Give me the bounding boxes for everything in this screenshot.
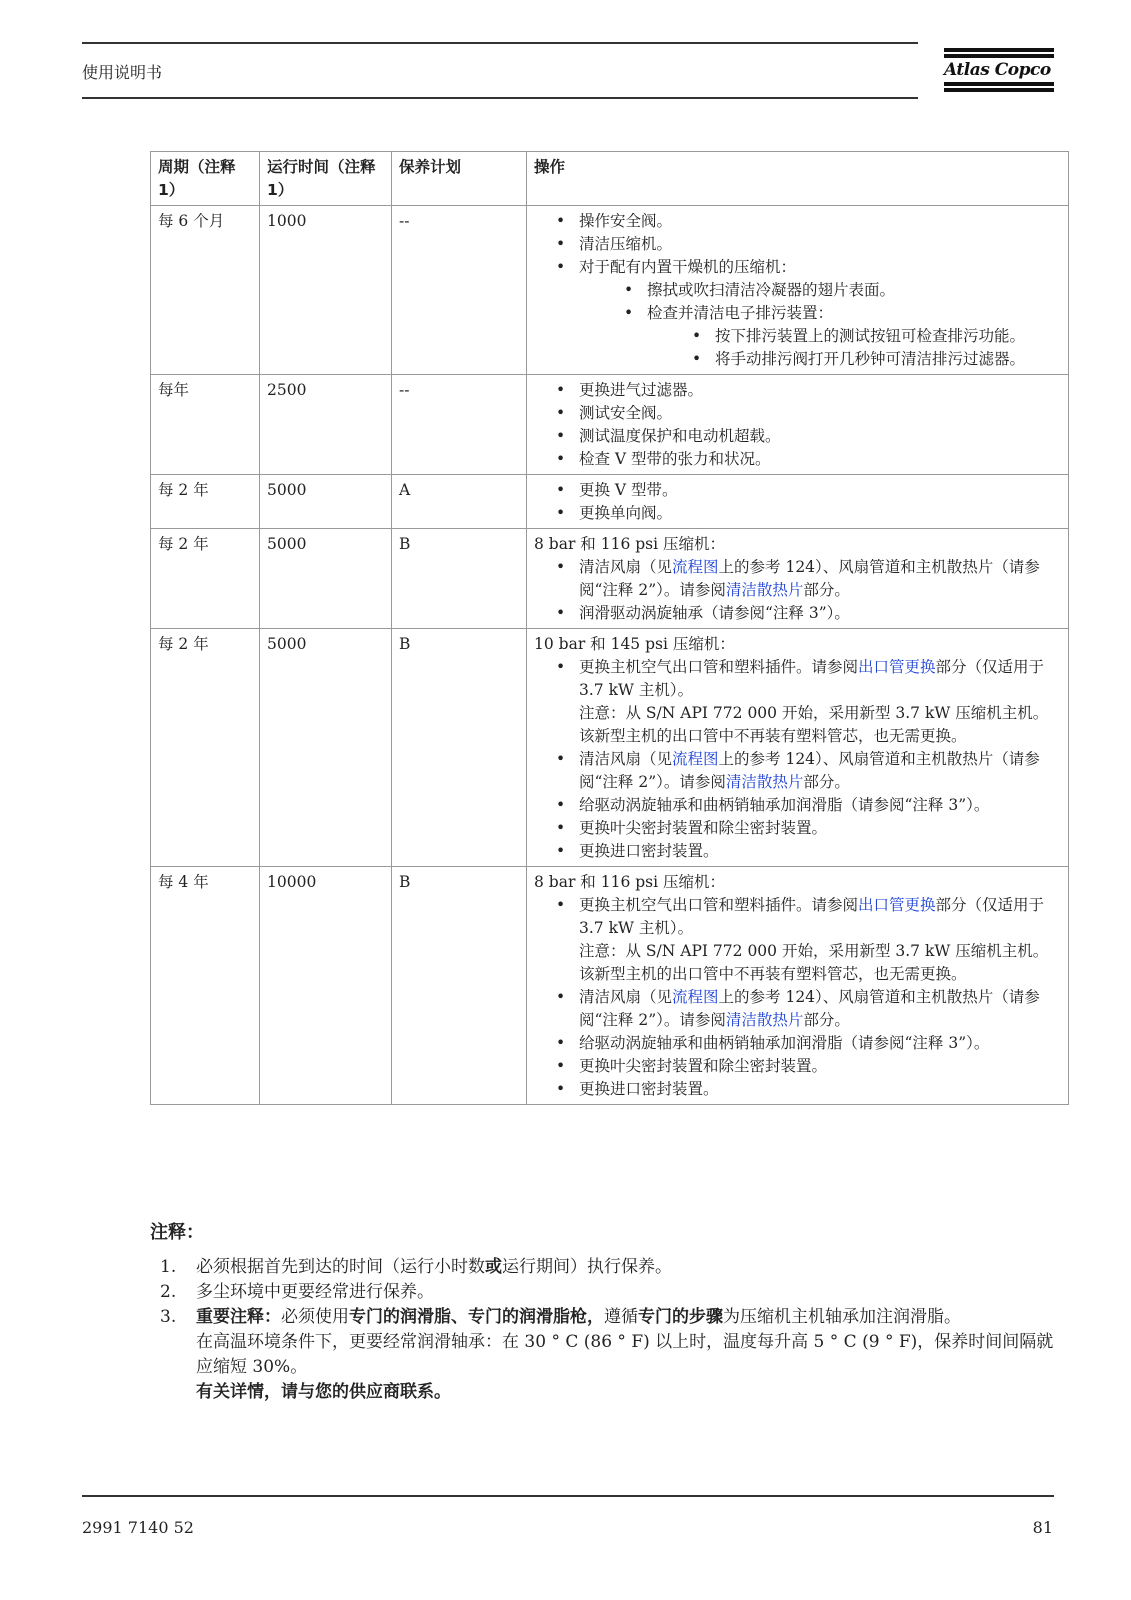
table-row: [151, 475, 1069, 529]
note-text: 注意：从 S/N API 772 000 开始，采用新型 3.7 kW 压缩机主机。该新型主机的出口管中不再装有塑料管芯，也无需更换。: [579, 704, 1049, 745]
list-item: • 清洁风扇（见流程图上的参考 124）、风扇管道和主机散热片（请参阅“注释 2”）。请参阅清洁散热片部分。: [556, 748, 1062, 794]
compressor-type-label: 10 bar 和 145 psi 压缩机：: [534, 635, 735, 653]
list-item: • 更换 V 型带。: [556, 479, 1062, 502]
list-item: • 更换主机空气出口管和塑料插件。请参阅出口管更换部分（仅适用于 3.7 kW 主机）。 注意：从 S/N API 772 000 开始，采用新型 3.7 kW 压缩机主机。该新型主机的出口管中不再装有塑料管芯，也无需更换。: [556, 894, 1062, 986]
clean-fins-link[interactable]: 清洁散热片: [725, 581, 804, 599]
list-item: • 对于配有内置干燥机的压缩机： • 擦拭或吹扫清洁冷凝器的翅片表面。 • 检查并清洁电子排污装置： • 按下排污装置上的测试按钮可检查排污功能。 • 将手动排污阀打开几秒钟可清洁排污过滤器。: [556, 256, 1062, 371]
table-row: [151, 629, 1069, 867]
list-item: • 擦拭或吹扫清洁冷凝器的翅片表面。: [624, 279, 1062, 302]
note-item: 1. 必须根据首先到达的时间（运行小时数或运行期间）执行保养。: [160, 1257, 672, 1277]
cell-period: 每 4 年: [151, 867, 260, 1105]
flowchart-link[interactable]: 流程图: [672, 988, 719, 1006]
flowchart-link[interactable]: 流程图: [672, 558, 719, 576]
table-row: [151, 206, 1069, 375]
table-row: [151, 375, 1069, 475]
logo-text: Atlas Copco: [944, 60, 1051, 80]
outlet-pipe-link[interactable]: 出口管更换: [858, 658, 936, 676]
clean-fins-link[interactable]: 清洁散热片: [725, 1011, 804, 1029]
list-item: • 更换进口密封装置。: [556, 1078, 1062, 1101]
document-title: 使用说明书: [82, 63, 163, 82]
cell-period: 每 2 年: [151, 529, 260, 629]
cell-actions: [527, 475, 1069, 529]
list-item: • 清洁风扇（见流程图上的参考 124）、风扇管道和主机散热片（请参阅“注释 2”）。请参阅清洁散热片部分。: [556, 556, 1062, 602]
list-item: • 更换进口密封装置。: [556, 840, 1062, 863]
list-item: • 按下排污装置上的测试按钮可检查排污功能。: [692, 325, 1062, 348]
cell-actions: [527, 375, 1069, 475]
notes-list: [160, 1255, 1060, 1405]
flowchart-link[interactable]: 流程图: [672, 750, 719, 768]
table-row: [151, 867, 1069, 1105]
clean-fins-link[interactable]: 清洁散热片: [725, 773, 804, 791]
list-item: • 更换叶尖密封装置和除尘密封装置。: [556, 1055, 1062, 1078]
maintenance-table: [150, 151, 1069, 1105]
note-paragraph: 在高温环境条件下，更要经常润滑轴承：在 30 ° C (86 ° F) 以上时，温度每升高 5 ° C (9 ° F)，保养时间间隔就应缩短 30%。: [196, 1332, 1054, 1377]
list-item: • 检查 V 型带的张力和状况。: [556, 448, 1062, 471]
note-paragraph: 有关详情，请与您的供应商联系。: [196, 1382, 451, 1402]
list-item: • 润滑驱动涡旋轴承（请参阅“注释 3”）。: [556, 602, 1062, 625]
atlas-copco-logo: [944, 48, 1054, 100]
list-item: • 测试安全阀。: [556, 402, 1062, 425]
compressor-type-label: 8 bar 和 116 psi 压缩机：: [534, 535, 725, 553]
table-header-row: [151, 152, 1069, 206]
list-item: • 操作安全阀。: [556, 210, 1062, 233]
header-rule-top: [82, 42, 918, 44]
list-item: • 检查并清洁电子排污装置： • 按下排污装置上的测试按钮可检查排污功能。 • 将手动排污阀打开几秒钟可清洁排污过滤器。: [624, 302, 1062, 371]
note-item: 2. 多尘环境中更要经常进行保养。: [160, 1282, 434, 1302]
cell-period: 每年: [151, 375, 260, 475]
cell-plan: --: [392, 375, 527, 475]
header-actions: 操作: [527, 152, 1069, 206]
cell-plan: B: [392, 629, 527, 867]
cell-hours: 5000: [260, 475, 392, 529]
list-item: • 清洁压缩机。: [556, 233, 1062, 256]
list-item: • 更换单向阀。: [556, 502, 1062, 525]
footer-rule: [82, 1495, 1054, 1497]
cell-actions: [527, 206, 1069, 375]
list-item: • 测试温度保护和电动机超载。: [556, 425, 1062, 448]
notes-heading: 注释：: [150, 1222, 204, 1243]
header-hours: 运行时间（注释 1）: [260, 152, 392, 206]
header-rule-bottom: [82, 97, 918, 99]
cell-hours: 1000: [260, 206, 392, 375]
cell-hours: 2500: [260, 375, 392, 475]
list-item: • 给驱动涡旋轴承和曲柄销轴承加润滑脂（请参阅“注释 3”）。: [556, 1032, 1062, 1055]
list-item: • 将手动排污阀打开几秒钟可清洁排污过滤器。: [692, 348, 1062, 371]
cell-actions: [527, 629, 1069, 867]
cell-period: 每 2 年: [151, 475, 260, 529]
document-number: 2991 7140 52: [82, 1518, 194, 1537]
list-item: • 给驱动涡旋轴承和曲柄销轴承加润滑脂（请参阅“注释 3”）。: [556, 794, 1062, 817]
cell-plan: A: [392, 475, 527, 529]
list-item: • 更换叶尖密封装置和除尘密封装置。: [556, 817, 1062, 840]
note-item: 3. 重要注释：必须使用专门的润滑脂、专门的润滑脂枪，遵循专门的步骤为压缩机主机轴承加注润滑脂。 在高温环境条件下，更要经常润滑轴承：在 30 ° C (86 ° F) 以上时，温度每升高 5 ° C (9 ° F)，保养时间间隔就应缩短 30%。 有关详情，请与您的供应商联系。: [160, 1305, 1060, 1405]
header-plan: 保养计划: [392, 152, 527, 206]
list-item: • 更换进气过滤器。: [556, 379, 1062, 402]
cell-actions: [527, 529, 1069, 629]
cell-plan: --: [392, 206, 527, 375]
compressor-type-label: 8 bar 和 116 psi 压缩机：: [534, 873, 725, 891]
outlet-pipe-link[interactable]: 出口管更换: [858, 896, 936, 914]
cell-plan: B: [392, 529, 527, 629]
cell-actions: [527, 867, 1069, 1105]
list-item: • 更换主机空气出口管和塑料插件。请参阅出口管更换部分（仅适用于 3.7 kW 主机）。 注意：从 S/N API 772 000 开始，采用新型 3.7 kW 压缩机主机。该新型主机的出口管中不再装有塑料管芯，也无需更换。: [556, 656, 1062, 748]
header-period: 周期（注释 1）: [151, 152, 260, 206]
cell-hours: 10000: [260, 867, 392, 1105]
note-text: 注意：从 S/N API 772 000 开始，采用新型 3.7 kW 压缩机主机。该新型主机的出口管中不再装有塑料管芯，也无需更换。: [579, 942, 1049, 983]
cell-hours: 5000: [260, 529, 392, 629]
page-number: 81: [1032, 1518, 1053, 1537]
list-item: • 清洁风扇（见流程图上的参考 124）、风扇管道和主机散热片（请参阅“注释 2”）。请参阅清洁散热片部分。: [556, 986, 1062, 1032]
cell-hours: 5000: [260, 629, 392, 867]
cell-period: 每 2 年: [151, 629, 260, 867]
table-row: [151, 529, 1069, 629]
cell-period: 每 6 个月: [151, 206, 260, 375]
cell-plan: B: [392, 867, 527, 1105]
